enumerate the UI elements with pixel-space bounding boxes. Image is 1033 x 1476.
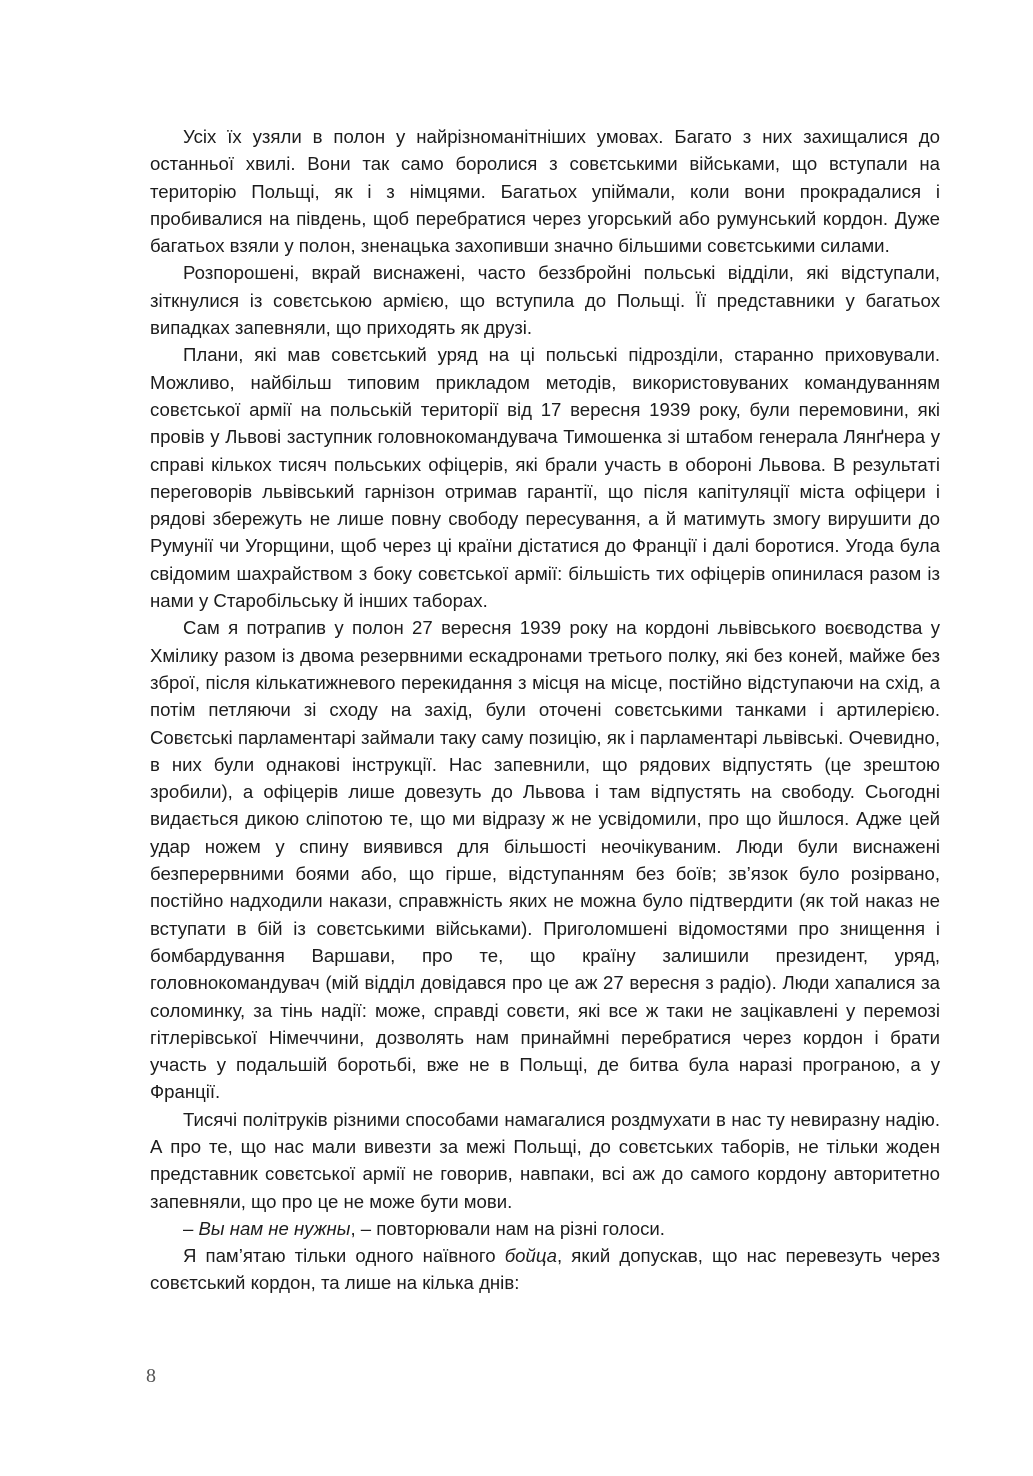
paragraph-2: Розпорошені, вкрай виснажені, часто беззбройні польські відділи, які відступали, зіткнулися із совєтською армією, що вступила до Польщі. Її представники у багатьох випадках запевняли, що приходять як друзі.	[150, 262, 940, 339]
last-paragraph-end: , який допускав, що нас перевезуть через совєтський кордон, та лише на кілька днів:	[150, 1245, 941, 1294]
paragraph-5: Тисячі політруків різними способами намагалися роздмухати в нас ту невиразну надію. А про те, що нас мали вивезти за межі Польщі, до совєтських таборів, не тільки жоден представник совєтської армії не говорив, навпаки, всі аж до самого кордону авторитетно запевняли, що про це не може бути мови.	[150, 1108, 940, 1212]
quote-paragraph	[150, 1215, 940, 1242]
quote-prefix: –	[183, 1217, 199, 1239]
last-paragraph	[150, 1242, 940, 1297]
body-text	[150, 123, 940, 1297]
last-paragraph-start: Я пам’ятаю тільки одного наївного	[183, 1245, 505, 1267]
paragraph-3: Плани, які мав совєтський уряд на ці польські підрозділи, старанно приховували. Можливо, найбільш типовим прикладом методів, використовуваних командуванням совєтської армії на польській території від 17 вересня 1939 року, були перемовини, які провів у Львові заступник головнокомандувача Тимошенка зі штабом генерала Лянґнера у справі кількох тисяч польських офіцерів, які брали участь в обороні Львова. В результаті переговорів львівський гарнізон отримав гарантії, що після капітуляції міста офіцери і рядові збережуть не лише повну свободу пересування, а й матимуть змогу вирушити до Румунії чи Угорщини, щоб через ці країни дістатися до Франції і далі боротися. Угода була свідомим шахрайством з боку совєтської армії: більшість тих офіцерів опинилася разом із нами у Старобільську й інших таборах.	[150, 344, 940, 612]
quote-suffix: , – повторювали нам на різні голоси.	[350, 1217, 665, 1239]
quote-italic: Вы нам не нужны	[198, 1217, 351, 1239]
last-paragraph-italic: бойца	[504, 1245, 558, 1267]
paragraph-4: Сам я потрапив у полон 27 вересня 1939 року на кордоні львівського воєводства у Хмілику разом із двома резервними ескадронами третього полку, які без коней, майже без зброї, після кількатижневого перекидання з місця на місце, постійно відступаючи на схід, а потім петляючи зі сходу на захід, були оточені совєтськими танками і артилерією. Совєтські парламентарі займали таку саму позицію, як і парламентарі львівські. Очевидно, в них були однакові інструкції. Нас запевнили, що рядових відпустять (це зрештою зробили), а офіцерів лише довезуть до Львова і там відпустять на свободу. Сьогодні видається дикою сліпотою те, що ми відразу ж не усвідомили, про що йшлося. Адже цей удар ножем у спину виявився для більшості неочікуваним. Люди були виснажені безперервними боями або, що гірше, відступанням без боїв; зв’язок було розірвано, постійно надходили накази, справжність яких не можна було підтвердити (як той наказ не вступати в бій із совєтськими військами). Приголомшені відомостями про знищення і бомбардування Варшави, про те, що країну залишили президент, уряд, головнокомандувач (мій відділ довідався про це аж 27 вересня з радіо). Люди хапалися за соломинку, за тінь надії: може, справді совєти, які все ж таки не зацікавлені у перемозі гітлерівської Німеччини, дозволять нам принаймні перебратися через кордон і брати участь у подальшій боротьбі, вже не в Польщі, де битва була наразі програною, а у Франції.	[150, 617, 940, 1103]
page-number: 8	[146, 1365, 156, 1387]
paragraph-1: Усіх їх узяли в полон у найрізноманітніших умовах. Багато з них захищалися до останньої хвилі. Вони так само боролися з совєтськими військами, що вступали на територію Польщі, як і з німцями. Багатьох упіймали, коли вони прокрадалися і пробивалися на південь, щоб перебратися через угорський або румунський кордон. Дуже багатьох взяли у полон, зненацька захопивши значно більшими совєтськими силами.	[150, 126, 940, 257]
